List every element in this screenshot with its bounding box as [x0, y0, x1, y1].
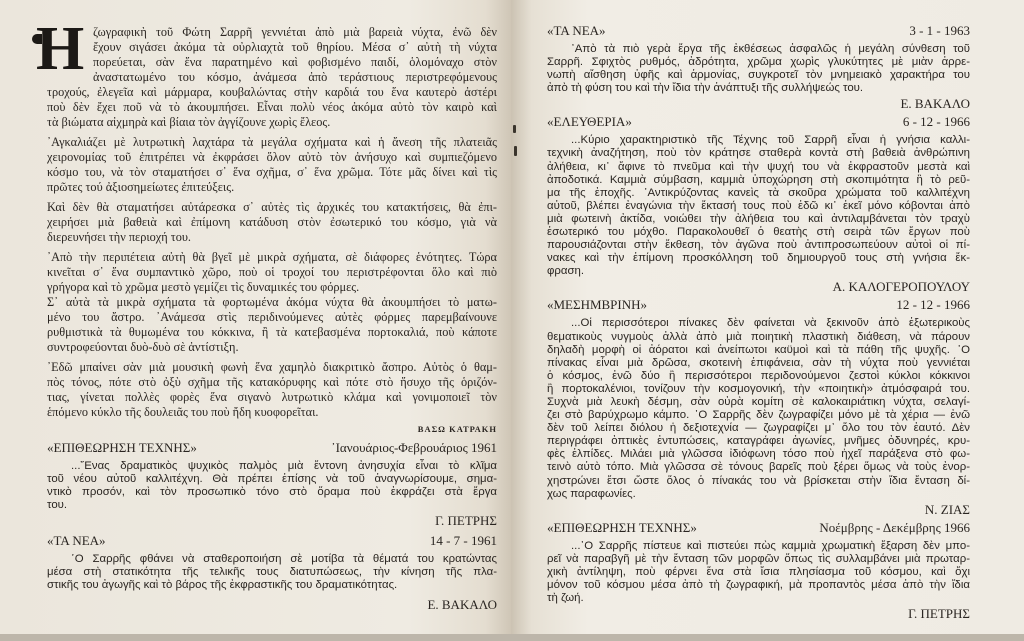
text-line: χειρονομίας τοῦ ἐπιτρέπει νὰ ἐκφράσει ὅλον αὐτὸ τὸν ἀνήσυχο καὶ συμπιεζόμενο	[47, 150, 497, 164]
review-date: 6 - 12 - 1966	[902, 114, 970, 130]
text-line: ἀναστατωμένο του κόσμο, ἀνάμεσα ἀπὸ τεράστιους περιστρεφόμενους	[93, 70, 497, 84]
essay-paragraph	[47, 135, 497, 195]
text-line: ρυθμιστικὰ τὰ θυμωμένα του κόκκινα, ἢ τὰ κατεβασμένα πορτοκαλιά, ποὺ κάποτε	[47, 325, 497, 339]
review	[547, 520, 970, 622]
text-line: ἑπόμενο κύκλο τῆς δουλειᾶς του ποὺ ἤδη κυοφορεῖται.	[47, 405, 319, 419]
text-line: μόνον τοῦ κόσμου μέσα ἀπὸ τὴ ζωγραφική, μὰ προπαντὸς μέσα ἀπὸ τὴν ἴδια	[547, 579, 970, 591]
review-header	[547, 297, 970, 313]
text-line: ἀλήθεια, κι᾽ ἄφινε τὸ πνεῦμα καὶ τὴν ψυχή του νὰ ἐκφραστοῦν μεστὰ καὶ	[547, 160, 970, 173]
right-page-reviews	[547, 23, 970, 624]
text-line: πορεύεται, σὰν ἕνα παρατημένο καὶ φοβισμένο παιδί, ὁλομόναχο στὸν	[93, 55, 497, 69]
review-author: Α. ΚΑΛΟΓΕΡΟΠΟΥΛΟΥ	[832, 279, 970, 295]
text-line: ἀποδοτικά. Καμμιὰ σύμβαση, καμμιὰ ὑποχώρηση στὴ σκοπιμότητα ἢ τὸ ρεῦ-	[547, 173, 970, 186]
review-text	[547, 540, 970, 605]
text-line: τροχούς, ἐλεγεῖα καὶ μάρμαρα, κουβαλώντας στὴν καρδιά του ἕνα καυτερὸ ἀστέρι	[47, 85, 497, 99]
review	[547, 297, 970, 517]
text-line: τὰ βιώματα αἰχμηρὰ καὶ βίαια τὸν ἀγγίζουνε χωρὶς ἔλεος.	[47, 115, 331, 129]
review-text	[47, 553, 497, 592]
text-line: ντικὸ προσόν, καὶ τὸν προσωπικὸ τόνο στὸ ὅραμα ποὺ ἐκφράζει στὰ ἔργα	[47, 486, 497, 499]
review-source: «ΕΠΙΘΕΩΡΗΣΗ ΤΕΧΝΗΣ»	[47, 440, 197, 455]
text-line: συντροφεύονται δυὸ-δυὸ σὲ ἀντίστιξη.	[47, 340, 239, 354]
text-line: κόσμο του, νὰ τὸν σταματήσει σ᾽ ἕνα σχῆμα, σ᾽ ἕνα χρῶμα. Τότε μᾶς δίνει καὶ τὶς	[47, 165, 497, 179]
text-line: Σαρρῆ. Σφιχτὸς ρυθμός, ἁδρότητα, χρῶμα χωρὶς γλυκύτητες μὲ μιὰν ἀρρε-	[547, 56, 970, 69]
text-line: Συχνὰ μιὰ λευκὴ δέσμη, σὰν οὐρὰ κομίτη σὲ καλοκαιριάτικη νύχτα, σελαγί-	[547, 395, 970, 408]
text-line: θεματικοὺς νυγμοὺς ἀλλὰ ἀπὸ μιὰ ποιητικὴ πλαστικὴ διάθεση, νὰ πάρουν	[547, 330, 970, 343]
review-text	[47, 460, 497, 512]
text-line: του.	[47, 499, 68, 512]
review-header	[547, 520, 970, 536]
review	[47, 533, 497, 613]
review-source: «ΜΕΣΗΜΒΡΙΝΗ»	[547, 297, 648, 313]
essay-paragraph	[47, 25, 497, 130]
text-line: ᾿Απὸ τὴν περιπέτεια αὐτὴ θὰ βγεῖ μὲ μικρὰ σχήματα, σὲ διάφορες ἑνότητες. Τώρα	[47, 250, 497, 264]
review-source: «ΤΑ ΝΕΑ»	[47, 533, 106, 548]
text-line: μιὰ φωτεινὴ ἀκτίδα, νοιώθει τὴν ἀλήθεια του καὶ ἀντιλαμβάνεται τὸν τραχὺ	[547, 212, 970, 225]
text-line: ᾿Απὸ τὰ πιὸ γερὰ ἔργα τῆς ἐκθέσεως ἀσφαλῶς ἡ μεγάλη σύνθεση τοῦ	[571, 43, 970, 55]
review-header	[547, 23, 970, 39]
text-line: ἢ πορτοκαλένιοι, τονίζουν τὴν κοσμογονική, τὴν «ποιητικὴ» ἀτμόσφαιρά του.	[547, 382, 970, 395]
review-date: 12 - 12 - 1966	[896, 297, 970, 313]
text-line: αὐτοῦ, βλέπει ἐναγώνια τὴν ἔκτασή τους ποὺ ἐδῶ κι᾽ ἐκεῖ μόνο κόβονται ἀπὸ	[547, 199, 970, 212]
review-author: Ε. ΒΑΚΑΛΟ	[427, 597, 497, 613]
text-line: ...Κύριο χαρακτηριστικὸ τῆς Τέχνης τοῦ Σαρρῆ εἶναι ἡ γνήσια καλλι-	[571, 134, 970, 147]
text-line: πρῶτες τού ἀξιοσημείωτες ἐπιτεύξεις.	[47, 180, 235, 194]
text-line: ᾿Αγκαλιάζει μὲ λυτρωτικὴ λαχτάρα τὰ μεγάλα σχήματα καὶ ἡ ἄνεση τῆς πλατειᾶς	[47, 135, 497, 149]
review-source: «ΤΑ ΝΕΑ»	[547, 23, 606, 38]
text-line: νωπὴ αἴσθηση ὑφῆς καὶ ἁρμονίας, συγκροτεῖ τὸν μνημειακὸ χαρακτήρα του	[547, 69, 970, 82]
review-header	[47, 440, 497, 456]
essay-body	[47, 25, 497, 425]
text-line: τοῦ νέου αὐτοῦ καλλιτέχνη. Θὰ πρέπει ἐπίσης νὰ τοῦ ἀναγνωρίσουμε, σημα-	[47, 473, 497, 486]
staple-mark	[513, 125, 516, 133]
text-line: χως παραφωνίες.	[547, 487, 636, 500]
essay-paragraph	[47, 200, 497, 245]
text-line: ἀπὸ τὴ φύση του καὶ τὴν ἴδια τὴν ἀνάπτυξι τῆς συλλήψεώς του.	[547, 82, 864, 95]
review-author: Ν. ΖΙΑΣ	[924, 501, 970, 517]
review-date: ᾿Ιανουάριος-Φεβρουάριος 1961	[331, 440, 497, 455]
text-line: ...῞Ενας δραματικὸς ψυχικὸς παλμὸς μιὰ ἔντονη ἀνησυχία εἶναι τὸ κλῖμα	[71, 460, 497, 472]
text-line: ζει στὸ βαρύχρωμο κάμπο. ῾Ο Σαρρῆς δὲν ζωγραφίζει μόνο μὲ τὰ χέρια — ἐνῶ	[547, 409, 970, 422]
review	[547, 114, 970, 295]
text-line: φὲς ἐλπίδες. Μιλάει μιὰ γλῶσσα ἰδιόφωνη τόσο ποὺ ἠχεῖ παράξενα στὸ φω-	[547, 448, 970, 461]
review-author: Γ. ΠΕΤΡΗΣ	[435, 513, 497, 529]
text-line: δηλαδὴ μορφὴ οἱ ἀόρατοι καὶ ἀνείπωτοι καϋμοὶ καὶ τὰ πάθη τῆς ψυχῆς. ῾Ο	[547, 343, 970, 356]
text-line: ἔχουν σιγάσει ἀκόμα τὰ οὐρλιαχτὰ τοῦ θηρίου. Μέσα σ᾽ αὐτὴ τὴ νύχτα	[93, 40, 497, 54]
staple-mark	[514, 146, 517, 156]
review-text	[547, 43, 970, 95]
text-line: στικῆς του ἀγωγῆς καὶ τὸ βάρος τῆς ἐκφραστικῆς του δραματικότητας.	[47, 579, 398, 592]
text-line: τεχνικὴ ἀναζήτηση, ποὺ τὸν κράτησε σταθερὰ κοντὰ στὴ βαθειὰ ἀνθρώπινη	[547, 147, 970, 160]
review-date: 3 - 1 - 1963	[909, 23, 970, 38]
text-line: ζωγραφικὴ τοῦ Φώτη Σαρρῆ γεννιέται ἀπὸ μιὰ βαρειὰ νύχτα, ἐνῶ δὲν	[93, 25, 497, 39]
essay-paragraph	[47, 250, 497, 295]
text-line: ρεῖ νὰ παραβγῆ μὲ τὴν ἔνταση τῶν μορφῶν ὅπως τὶς συλλαμβάνει μιὰ πρωταρ-	[547, 552, 970, 565]
text-line: χηστρώνει ἔτσι ὥστε ὅλος ὁ πίνακάς του νὰ βρίσκεται στὴν ἴδια ἔνταση δί-	[547, 474, 970, 487]
text-line: περιγράφει ὀπτικὲς ἐντυπώσεις, καταγράφει ἀγωνίες, μνῆμες ὀδυνηρές, κρυ-	[547, 435, 970, 448]
review-source: «ΕΛΕΥΘΕΡΙΑ»	[547, 114, 632, 130]
text-line: μέσα στὴ στατικότητα τῆς τελικῆς τους διατυπώσεως, τὴν κίνηση τῆς πλα-	[47, 566, 497, 579]
text-line: νακες καὶ τὴν ἐπίμονη προσκόλληση τοῦ δημιουργοῦ τους στὴ γνήσια ἔκ-	[547, 252, 970, 265]
text-line: Σ᾽ αὐτὰ τὰ μικρὰ σχήματα τὰ φορτωμένα ἀκόμα νύχτα θὰ ἀκουμπήσει τὸ ματω-	[47, 295, 497, 309]
text-line: ῾Ο Σαρρῆς φθάνει νὰ σταθεροποιήση σὲ μοτίβα τὰ θέματά του κρατώντας	[71, 553, 497, 565]
essay-paragraph	[47, 295, 497, 355]
booklet-bottom-edge	[0, 634, 1024, 641]
review-source: «ΕΠΙΘΕΩΡΗΣΗ ΤΕΧΝΗΣ»	[547, 519, 697, 535]
review	[547, 23, 970, 112]
text-line: ὁ κόσμος, ἐνῶ δύο ἢ περισσότεροι περιδονούμενοι ζεστοὶ κύκλοι κόκκινοι	[547, 369, 970, 382]
text-line: πὸς τόνος, πότε στὸ ὀξὺ σχῆμα τῆς κατακόρυφης καὶ πότε στὸ ἥσυχο τῆς ὁριζόν-	[47, 375, 497, 389]
review-author: Ε. ΒΑΚΑΛΟ	[900, 96, 970, 112]
text-line: χειρήσει μιὰ βαθειὰ καὶ ἐπίμονη κατάδυση στὸν ἐσωτερικό του κόσμο, γιὰ νὰ	[47, 215, 497, 229]
text-line: ...Οἱ περισσότεροι πίνακες δὲν φαίνεται νὰ ξεκινοῦν ἀπὸ ἐξωτερικοὺς	[571, 317, 970, 330]
review-header	[47, 533, 497, 549]
text-line: φραση.	[547, 265, 584, 278]
text-line: γρήγορα καὶ τὸ χρῶμα μεστὸ γεμίζει τὶς δυναμικές του φόρμες.	[47, 280, 360, 294]
text-line: μένο του ἄστρο. ᾿Ανάμεσα στὶς περιδινούμενες αὐτὲς φόρμες παρεμβαίνουνε	[47, 310, 497, 324]
review-date: Νοέμβρης - Δεκέμβρης 1966	[819, 519, 970, 535]
text-line: τιας, γίνεται πολλὲς φορὲς ἕνα σιγανὸ λυτρωτικὸ κλάμα καὶ γονιμοποιεῖ τὸν	[47, 390, 497, 404]
drop-cap: Η	[36, 15, 85, 83]
review-text	[547, 317, 970, 500]
text-line: πίνακας εἶναι μιὰ δρῶσα, σκοτεινὴ ἐπιφάνεια, σὰν τὴ νύχτα ποὺ γεννιέται	[547, 356, 970, 369]
text-line: κινεῖται σ᾽ ἕνα συμπαντικὸ χῶρο, ποὺ οἱ τροχοί του περιστρέφονται ὅλο καὶ πιὸ	[47, 265, 497, 279]
text-line: ᾿Εδῶ μπαίνει σὰν μιὰ μουσικὴ φωνὴ ἕνα χαμηλὸ διακριτικὸ ἄσπρο. Αὐτὸς ὁ θαμ-	[47, 360, 497, 374]
essay-paragraph	[47, 360, 497, 420]
text-line: δὲν τοῦ λείπει διόλου ἡ δεξιοτεχνία — ζωγραφίζει μ᾽ ὅλο του τὸν ἑαυτό. Δὲν	[547, 422, 970, 435]
text-line: τεινὸ αὐτὸ τόπο. Μιὰ γλῶσσα σὲ τόνους βαρεῖς ποὺ ξέρει ὅμως νὰ τοὺς ἐνορ-	[547, 461, 970, 474]
review	[47, 440, 497, 529]
review-text	[547, 134, 970, 278]
text-line: διερευνήσει τὴν περιοχή του.	[47, 230, 192, 244]
review-header	[547, 114, 970, 130]
review-author: Γ. ΠΕΤΡΗΣ	[908, 606, 970, 622]
text-line: παρουσιάζονται στὴν ἔκθεση, τὸν ἀγῶνα ποὺ ἀντιπροσωπεύουν αὐτοὶ οἱ πί-	[547, 239, 970, 252]
text-line: τὴ ζωή.	[547, 592, 584, 605]
text-line: ...῾Ο Σαρρῆς πίστευε καὶ πιστεύει πὼς καμμιὰ χρωματικὴ ἔξαρση δὲν μπο-	[571, 539, 970, 552]
text-line: μα τῆς ἐποχῆς. ᾿Αντικρύζοντας κανεὶς τὰ σκοῦρα χρώματα τοῦ καλλιτέχνη	[547, 186, 970, 199]
text-line: ἐσωτερικό του μόχθο. Παρακολουθεῖ ὁ θεατὴς στὴ σειρὰ τῶν ἔργων ποὺ	[547, 226, 970, 239]
text-line: Καὶ δὲν θὰ σταματήσει αὐτάρεσκα σ᾽ αὐτὲς τὶς ἀρχικές του κατακτήσεις, θὰ ἐπι-	[47, 200, 497, 214]
essay-author: ΒΑΣΩ ΚΑΤΡΑΚΗ	[417, 424, 497, 434]
text-line: ποὺ δὲν ἔχει ποῦ νὰ τὸ ἀκουμπήσει. Εἶναι πολὺ νέος ἀκόμα αὐτὸ τὸν καιρὸ καὶ	[47, 100, 497, 114]
review-date: 14 - 7 - 1961	[429, 533, 497, 548]
text-line: χικὴ ἀντίληψη, ποὺ φέρνει ἕνα στὰ ἴσια πλησίασμα τοῦ κόσμου, καὶ ὄχι	[547, 565, 970, 578]
